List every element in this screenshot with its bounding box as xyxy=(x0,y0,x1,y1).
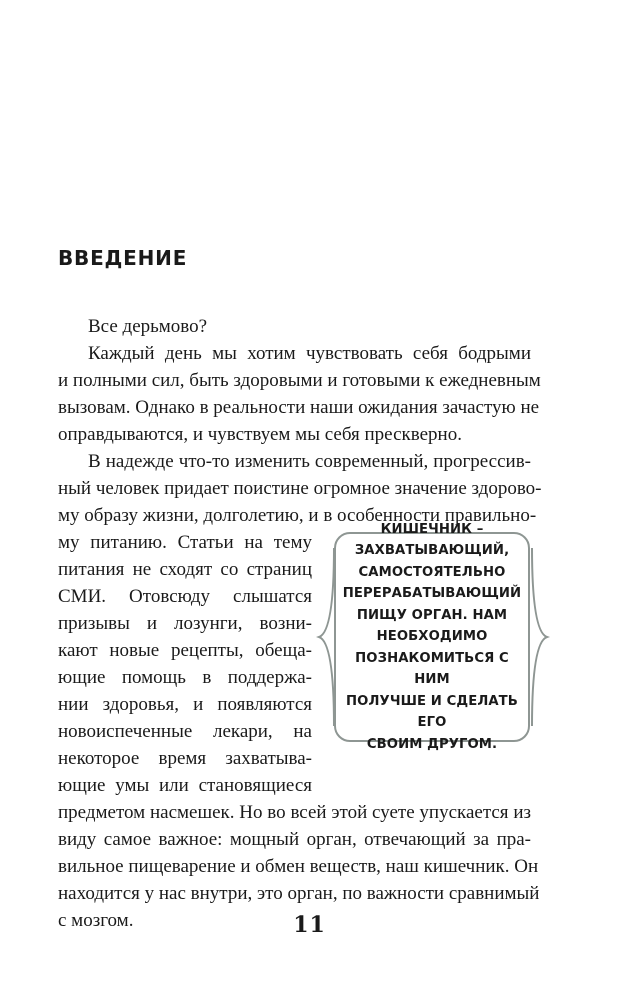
paragraph-line: В надежде что-то изменить современный, прогрессив- xyxy=(88,451,531,472)
paragraph-line: ный человек придает поистине огромное значение здорово- xyxy=(58,478,542,499)
pull-quote-line: ПОЛУЧШЕ И СДЕЛАТЬ ЕГО xyxy=(346,693,518,731)
paragraph-line: оправдываются, и чувствуем мы себя прескверно. xyxy=(58,424,462,445)
paragraph-line: предметом насмешек. Но во всей этой суете упускается из xyxy=(58,802,531,823)
paragraph-line: СМИ. Отовсюду слышатся xyxy=(58,586,312,607)
paragraph-line: призывы и лозунги, возни- xyxy=(58,613,312,634)
pull-quote-box xyxy=(334,521,530,752)
pull-quote-line: ПЕРЕРАБАТЫВАЮЩИЙ xyxy=(342,586,522,602)
paragraph-line: находится у нас внутри, это орган, по важности сравнимый xyxy=(58,883,540,904)
pull-quote-line: КИШЕЧНИК – xyxy=(380,521,484,537)
pull-quote-line: ПОЗНАКОМИТЬСЯ С НИМ xyxy=(355,650,509,688)
paragraph-line: вильное пищеварение и обмен веществ, наш кишечник. Он xyxy=(58,856,539,877)
paragraph-line: новоиспеченные лекари, на xyxy=(58,721,312,742)
pull-quote-line: ЗАХВАТЫВАЮЩИЙ, xyxy=(354,543,510,559)
paragraph-line: Каждый день мы хотим чувствовать себя бодрыми xyxy=(88,343,531,364)
paragraph-line: и полными сил, быть здоровыми и готовыми к ежедневным xyxy=(58,370,541,391)
pull-quote-line: НЕОБХОДИМО xyxy=(376,629,488,645)
left-brace-icon xyxy=(316,532,336,742)
paragraph-line: питания не сходят со страниц xyxy=(58,559,312,580)
paragraph-line: кают новые рецепты, обеща- xyxy=(58,640,312,661)
paragraph-line: нии здоровья, и появляются xyxy=(58,694,312,715)
pull-quote-line: САМОСТОЯТЕЛЬНО xyxy=(358,564,506,580)
paragraph-line: ющие помощь в поддержа- xyxy=(58,667,312,688)
pull-quote-line: СВОИМ ДРУГОМ. xyxy=(366,736,498,752)
paragraph-line: некоторое время захватыва- xyxy=(58,748,312,769)
paragraph-line: Все дерьмово? xyxy=(88,316,208,337)
chapter-heading: ВВЕДЕНИЕ xyxy=(58,246,188,270)
paragraph-line: вызовам. Однако в реальности наши ожидания зачастую не xyxy=(58,397,540,418)
paragraph-line: с мозгом. xyxy=(58,910,134,931)
pull-quote-line: ПИЩУ ОРГАН. НАМ xyxy=(356,607,508,623)
right-brace-icon xyxy=(530,532,550,742)
paragraph-line: виду самое важное: мощный орган, отвечающий за пра- xyxy=(58,829,531,850)
page-number: 11 xyxy=(293,912,326,938)
paragraph-line: му образу жизни, долголетию, и в особенности правильно- xyxy=(58,505,537,526)
pull-quote-text xyxy=(343,519,521,756)
paragraph-line: му питанию. Статьи на тему xyxy=(58,532,312,553)
paragraph-line: ющие умы или становящиеся xyxy=(58,775,312,796)
